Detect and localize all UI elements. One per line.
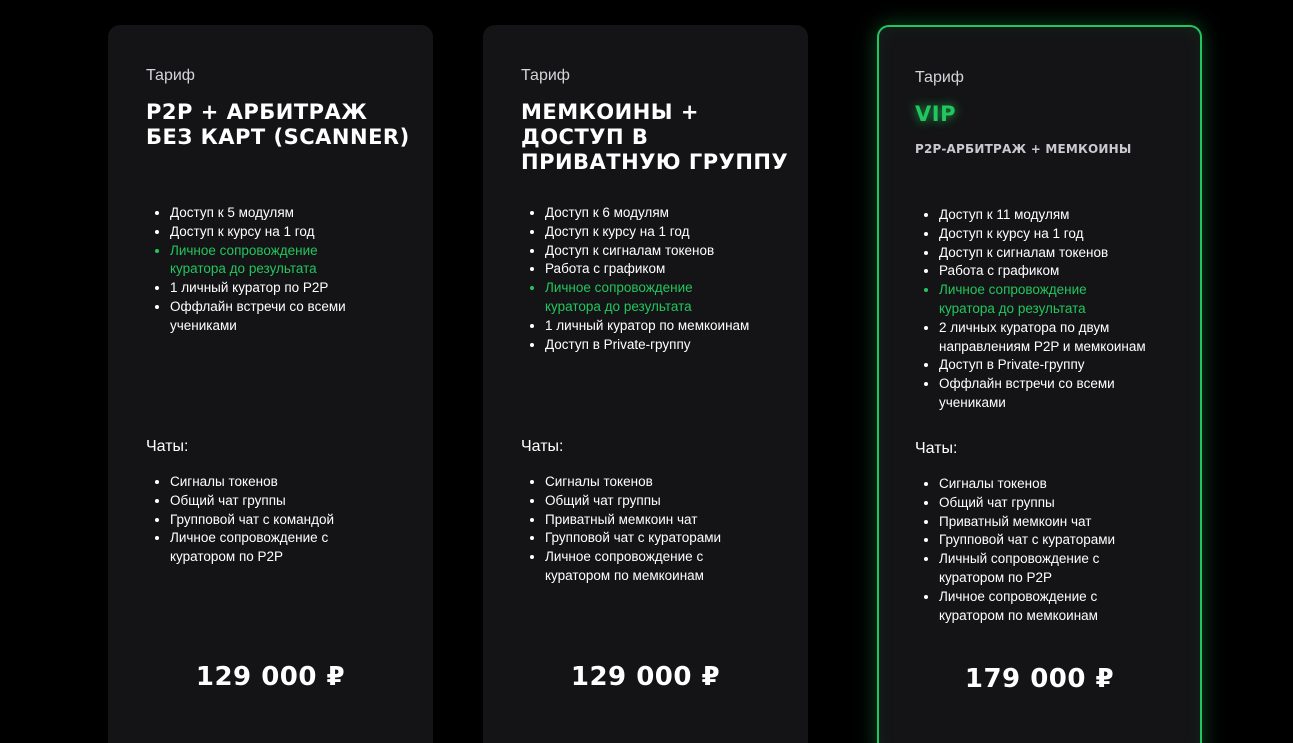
chats-list bbox=[915, 475, 1186, 625]
chats-list bbox=[146, 473, 419, 567]
feature-item: • Оффлайн встречи со всеми учениками bbox=[170, 298, 360, 336]
feature-item-highlight: • Личное сопровождение куратора до результата bbox=[545, 279, 715, 317]
chat-item: • Групповой чат с кураторами bbox=[939, 531, 1186, 550]
plan-price: 129 000 ₽ bbox=[570, 662, 721, 692]
chat-item: • Приватный мемкоин чат bbox=[939, 513, 1186, 532]
plan-price: 129 000 ₽ bbox=[195, 662, 346, 692]
feature-item-highlight: • Личное сопровождение куратора до результата bbox=[170, 242, 340, 280]
chat-item: • Личное сопровождение с куратором по P2P bbox=[170, 529, 340, 567]
feature-item: • Доступ к 11 модулям bbox=[939, 206, 1186, 225]
feature-item: • Работа с графиком bbox=[939, 262, 1186, 281]
feature-list bbox=[915, 206, 1186, 413]
plan-card-p2p bbox=[108, 25, 433, 743]
feature-item: • Доступ к сигналам токенов bbox=[939, 244, 1186, 263]
chat-item: • Общий чат группы bbox=[545, 492, 794, 511]
chat-item: • Личный сопровождение с куратором по P2P bbox=[939, 550, 1109, 588]
feature-item: • Доступ в Private-группу bbox=[939, 356, 1186, 375]
feature-item: • 1 личный куратор по мемкоинам bbox=[545, 317, 794, 336]
plan-title-vip: VIP bbox=[915, 102, 956, 126]
plan-card-vip bbox=[877, 25, 1202, 743]
plan-label: Тариф bbox=[146, 67, 195, 84]
chat-item: • Приватный мемкоин чат bbox=[545, 511, 794, 530]
chat-item: • Сигналы токенов bbox=[170, 473, 419, 492]
chat-item: • Групповой чат с командой bbox=[170, 511, 419, 530]
plan-title: P2P + АРБИТРАЖ БЕЗ КАРТ (SCANNER) bbox=[146, 100, 410, 149]
feature-item: • Работа с графиком bbox=[545, 260, 794, 279]
chat-item: • Личное сопровождение с куратором по мемкоинам bbox=[545, 548, 735, 586]
chat-item: • Общий чат группы bbox=[939, 494, 1186, 513]
plan-price: 179 000 ₽ bbox=[964, 664, 1115, 694]
feature-item: • Доступ к 5 модулям bbox=[170, 204, 419, 223]
feature-item: • Доступ к курсу на 1 год bbox=[545, 223, 794, 242]
chats-title: Чаты: bbox=[915, 440, 958, 457]
feature-item: • Доступ к сигналам токенов bbox=[545, 242, 794, 261]
chat-item: • Групповой чат с кураторами bbox=[545, 529, 794, 548]
feature-list bbox=[146, 204, 419, 336]
chat-item: • Сигналы токенов bbox=[939, 475, 1186, 494]
plan-title: МЕМКОИНЫ + ДОСТУП В ПРИВАТНУЮ ГРУППУ bbox=[521, 100, 789, 174]
feature-list bbox=[521, 204, 794, 354]
feature-item: • 2 личных куратора по двум направлениям P2P и мемкоинам bbox=[939, 319, 1167, 357]
feature-item: • 1 личный куратор по P2P bbox=[170, 279, 419, 298]
chats-title: Чаты: bbox=[146, 438, 189, 455]
feature-item: • Доступ в Private-группу bbox=[545, 336, 794, 355]
chats-title: Чаты: bbox=[521, 438, 564, 455]
chats-list bbox=[521, 473, 794, 586]
chat-item: • Сигналы токенов bbox=[545, 473, 794, 492]
plan-subtitle: P2P-АРБИТРАЖ + МЕМКОИНЫ bbox=[915, 142, 1132, 156]
feature-item: • Доступ к курсу на 1 год bbox=[939, 225, 1186, 244]
chat-item: • Общий чат группы bbox=[170, 492, 419, 511]
plan-card-memecoins bbox=[483, 25, 808, 743]
feature-item: • Доступ к 6 модулям bbox=[545, 204, 794, 223]
feature-item: • Оффлайн встречи со всеми учениками bbox=[939, 375, 1129, 413]
chat-item: • Личное сопровождение с куратором по мемкоинам bbox=[939, 588, 1129, 626]
plan-label: Тариф bbox=[915, 69, 964, 86]
plan-label: Тариф bbox=[521, 67, 570, 84]
feature-item-highlight: • Личное сопровождение куратора до результата bbox=[939, 281, 1109, 319]
feature-item: • Доступ к курсу на 1 год bbox=[170, 223, 419, 242]
